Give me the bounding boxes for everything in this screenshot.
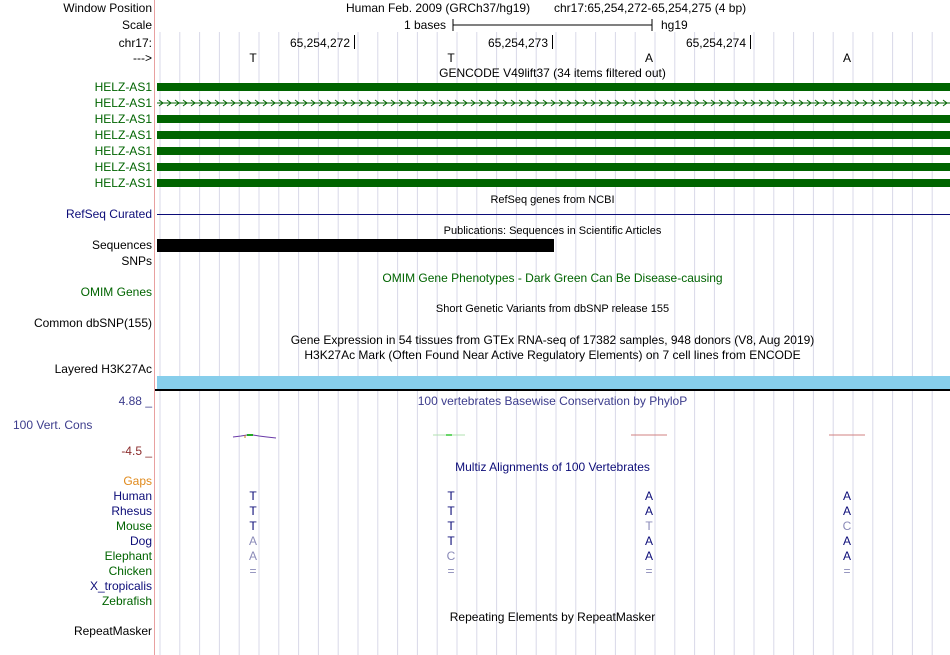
cons-max-label: 4.88 _ [118, 394, 152, 408]
alignment-base: A [842, 489, 851, 503]
snps-label[interactable]: SNPs [121, 254, 152, 268]
gencode-exon-bar[interactable] [157, 147, 950, 155]
alignment-base: A [842, 549, 851, 563]
chrom-label: chr17: [118, 36, 152, 50]
gencode-item-label[interactable]: HELZ-AS1 [94, 80, 152, 94]
species-label[interactable]: Chicken [108, 564, 152, 578]
gencode-title: GENCODE V49lift37 (34 items filtered out) [439, 66, 666, 80]
alignment-base: A [644, 489, 653, 503]
omim-label[interactable]: OMIM Genes [80, 285, 152, 299]
publications-title: Publications: Sequences in Scientific Articles [443, 225, 662, 237]
coordinate-tick [750, 35, 751, 49]
sequence-base: A [644, 51, 653, 65]
phylop-peak-1 [233, 435, 276, 438]
alignment-base: T [447, 534, 455, 548]
gencode-exon-bar[interactable] [157, 163, 950, 171]
species-label[interactable]: X_tropicalis [89, 579, 152, 593]
cons-title: 100 vertebrates Basewise Conservation by PhyloP [417, 394, 688, 408]
species-label[interactable]: Mouse [115, 519, 152, 533]
cons-label[interactable]: 100 Vert. Cons [13, 418, 93, 432]
sequence-base: A [842, 51, 851, 65]
omim-title: OMIM Gene Phenotypes - Dark Green Can Be Disease-causing [382, 271, 723, 285]
h3k27ac-label[interactable]: Layered H3K27Ac [54, 362, 152, 376]
label-divider [154, 0, 155, 655]
alignment-base: A [842, 504, 851, 518]
sequence-base: T [447, 51, 455, 65]
coordinate-label: 65,254,273 [487, 36, 548, 50]
alignment-base: A [842, 534, 851, 548]
gencode-exon-bar[interactable] [157, 131, 950, 139]
alignment-base: T [645, 519, 653, 533]
alignment-base: A [644, 534, 653, 548]
coordinate-label: 65,254,274 [685, 36, 746, 50]
alignment-base: T [447, 504, 455, 518]
species-label[interactable]: Human [113, 489, 152, 503]
gencode-item-label[interactable]: HELZ-AS1 [94, 176, 152, 190]
dbsnp-title: Short Genetic Variants from dbSNP release 155 [435, 303, 670, 315]
alignment-base: C [842, 519, 852, 533]
sequences-label[interactable]: Sequences [91, 238, 152, 252]
alignment-base: A [644, 549, 653, 563]
alignment-base: T [249, 489, 257, 503]
phylop-plot[interactable] [155, 430, 950, 442]
position-text: chr17:65,254,272-65,254,275 (4 bp) [554, 1, 747, 15]
gencode-exon-bar[interactable] [157, 83, 950, 91]
gencode-exon-bar[interactable] [157, 115, 950, 123]
repeatmasker-label[interactable]: RepeatMasker [73, 624, 152, 638]
alignment-base: = [447, 564, 455, 578]
scale-bar [452, 17, 654, 33]
species-label[interactable]: Zebrafish [101, 594, 152, 608]
gencode-item-label[interactable]: HELZ-AS1 [94, 112, 152, 126]
phylop-mark-1 [247, 434, 253, 436]
dbsnp-label[interactable]: Common dbSNP(155) [33, 316, 152, 330]
h3k27ac-baseline [155, 389, 950, 391]
species-label[interactable]: Dog [129, 534, 152, 548]
alignment-base: T [447, 519, 455, 533]
alignment-base: T [249, 519, 257, 533]
publications-bar[interactable] [157, 239, 554, 252]
species-label[interactable]: Rhesus [111, 504, 152, 518]
alignment-base: A [248, 534, 257, 548]
gaps-label[interactable]: Gaps [123, 474, 152, 488]
gencode-item-label[interactable]: HELZ-AS1 [94, 160, 152, 174]
scale-text: 1 bases [404, 18, 447, 32]
alignment-base: = [843, 564, 851, 578]
alignment-base: = [249, 564, 257, 578]
sequence-base: T [249, 51, 257, 65]
h3k27ac-title: H3K27Ac Mark (Often Found Near Active Regulatory Elements) on 7 cell lines from ENCODE [304, 348, 801, 362]
coordinate-tick [354, 35, 355, 49]
species-label[interactable]: Elephant [104, 549, 152, 563]
gencode-exon-bar[interactable] [157, 179, 950, 187]
refseq-title: RefSeq genes from NCBI [490, 194, 615, 206]
gencode-item-label[interactable]: HELZ-AS1 [94, 128, 152, 142]
strand-label: ---> [133, 51, 152, 65]
gencode-item-label[interactable]: HELZ-AS1 [94, 144, 152, 158]
refseq-label[interactable]: RefSeq Curated [65, 207, 152, 221]
alignment-base: T [447, 489, 455, 503]
cons-min-label: -4.5 _ [121, 444, 152, 458]
gtex-title: Gene Expression in 54 tissues from GTEx RNA-seq of 17382 samples, 948 donors (V8, Aug 2019) [290, 333, 815, 347]
alignment-base: A [644, 504, 653, 518]
scale-label: Scale [121, 18, 152, 32]
assembly-text: Human Feb. 2009 (GRCh37/hg19) [346, 1, 531, 15]
refseq-line[interactable] [157, 214, 950, 215]
alignment-base: A [248, 549, 257, 563]
coordinate-tick [552, 35, 553, 49]
gencode-item-label[interactable]: HELZ-AS1 [94, 96, 152, 110]
alignment-base: T [249, 504, 257, 518]
alignment-base: = [645, 564, 653, 578]
h3k27ac-bar[interactable] [157, 376, 950, 389]
scale-db: hg19 [661, 18, 688, 32]
gencode-intron[interactable] [157, 98, 950, 108]
multiz-title: Multiz Alignments of 100 Vertebrates [455, 460, 650, 474]
alignment-base: C [446, 549, 456, 563]
coordinate-label: 65,254,272 [289, 36, 350, 50]
repeatmasker-title: Repeating Elements by RepeatMasker [449, 610, 656, 624]
window-position-label: Window Position [63, 1, 152, 15]
